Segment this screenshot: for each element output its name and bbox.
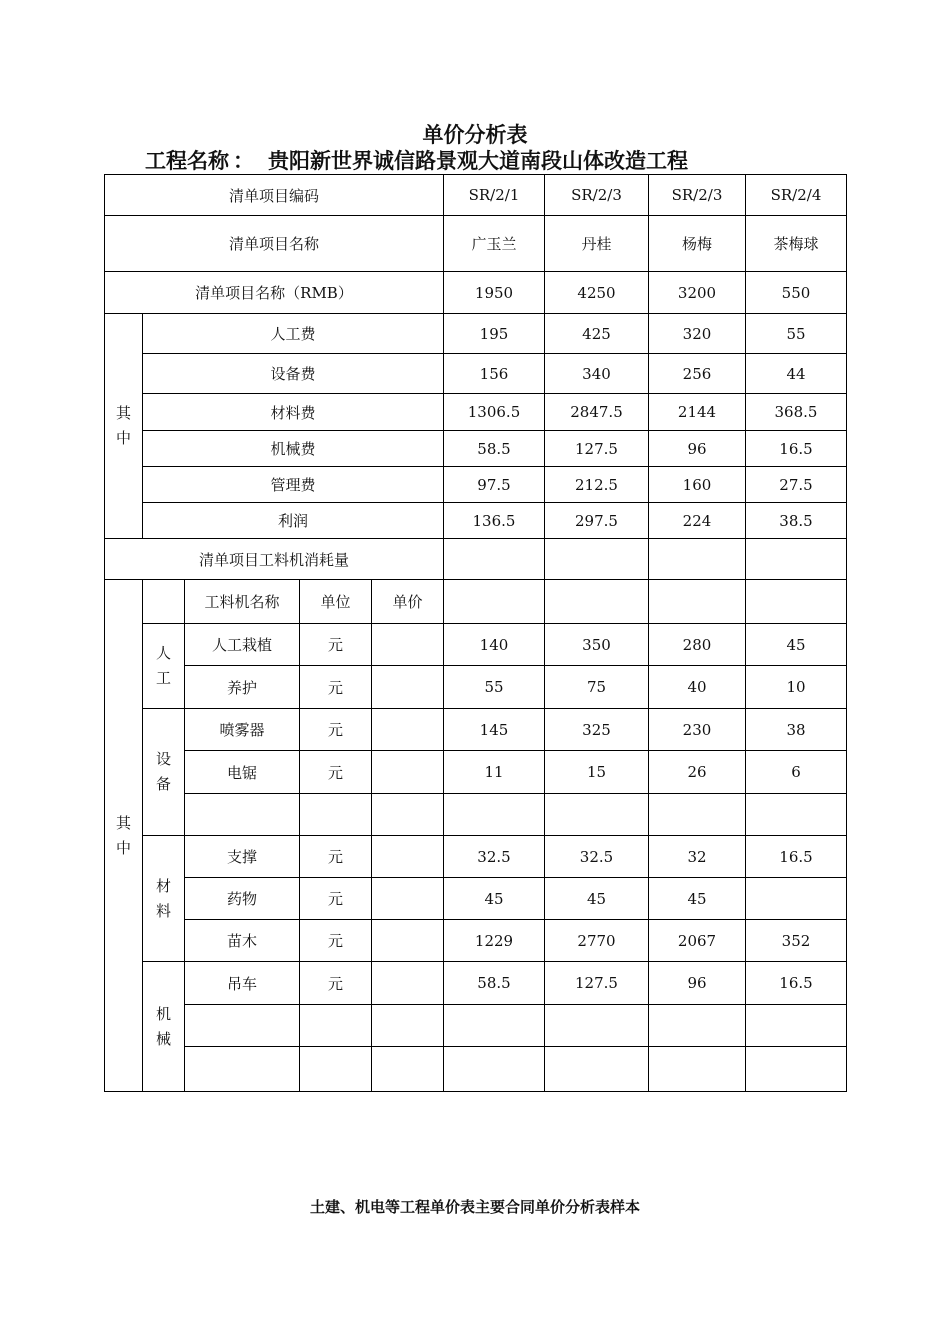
resource-value — [649, 1047, 746, 1092]
item-code: SR/2/3 — [545, 175, 649, 216]
resource-value — [746, 878, 847, 920]
item-name: 丹桂 — [545, 216, 649, 272]
cost-value: 96 — [649, 431, 746, 467]
resource-group-label — [143, 836, 185, 962]
item-code: SR/2/4 — [746, 175, 847, 216]
resource-unit: 元 — [300, 962, 372, 1005]
consumption-group-label-char: 其 — [115, 813, 131, 832]
cost-value: 97.5 — [444, 467, 545, 503]
resource-value — [545, 794, 649, 836]
cost-value: 212.5 — [545, 467, 649, 503]
cost-row — [105, 467, 847, 503]
resource-value: 55 — [444, 666, 545, 709]
item-price: 550 — [746, 272, 847, 314]
resource-unit — [300, 1047, 372, 1092]
resource-name — [185, 794, 300, 836]
project-label: 工程名称 — [145, 148, 229, 173]
cost-row — [105, 394, 847, 431]
cost-value: 256 — [649, 354, 746, 394]
cost-label: 材料费 — [143, 394, 444, 431]
item-code: SR/2/3 — [649, 175, 746, 216]
resource-value: 26 — [649, 751, 746, 794]
cost-row — [105, 431, 847, 467]
consumption-row — [105, 1047, 847, 1092]
resource-value: 32.5 — [545, 836, 649, 878]
item-name: 广玉兰 — [444, 216, 545, 272]
resource-value: 15 — [545, 751, 649, 794]
col-header-name: 工料机名称 — [185, 580, 300, 624]
cost-group-label — [105, 314, 143, 539]
cost-value: 127.5 — [545, 431, 649, 467]
resource-name: 人工栽植 — [185, 624, 300, 666]
consumption-group-label-char: 中 — [115, 838, 131, 857]
resource-value: 350 — [545, 624, 649, 666]
resource-value: 230 — [649, 709, 746, 751]
resource-name: 苗木 — [185, 920, 300, 962]
item-price: 1950 — [444, 272, 545, 314]
consumption-row — [105, 1005, 847, 1047]
cost-group-label-char: 其 — [115, 404, 131, 422]
resource-value — [746, 1005, 847, 1047]
resource-group-label-char: 材 — [155, 876, 171, 895]
resource-value: 45 — [444, 878, 545, 920]
consumption-header-row — [105, 580, 847, 624]
cost-value: 38.5 — [746, 503, 847, 539]
resource-group-label-char: 设 — [155, 750, 171, 768]
cost-value: 2847.5 — [545, 394, 649, 431]
resource-value: 16.5 — [746, 836, 847, 878]
cost-value: 156 — [444, 354, 545, 394]
cost-value: 368.5 — [746, 394, 847, 431]
resource-name: 吊车 — [185, 962, 300, 1005]
cost-value: 1306.5 — [444, 394, 545, 431]
consumption-label-row — [105, 539, 847, 580]
name-label: 清单项目名称 — [105, 216, 444, 272]
resource-price — [372, 920, 444, 962]
resource-value: 280 — [649, 624, 746, 666]
resource-value: 38 — [746, 709, 847, 751]
cost-value: 340 — [545, 354, 649, 394]
resource-name: 药物 — [185, 878, 300, 920]
resource-name — [185, 1005, 300, 1047]
resource-price — [372, 751, 444, 794]
resource-price — [372, 794, 444, 836]
resource-name: 电锯 — [185, 751, 300, 794]
resource-value: 32.5 — [444, 836, 545, 878]
resource-value: 352 — [746, 920, 847, 962]
resource-value: 140 — [444, 624, 545, 666]
resource-group-label-char: 工 — [155, 669, 171, 687]
cost-row — [105, 354, 847, 394]
cost-label: 人工费 — [143, 314, 444, 354]
resource-value: 325 — [545, 709, 649, 751]
resource-value — [444, 1005, 545, 1047]
consumption-row — [105, 962, 847, 1005]
cost-value: 297.5 — [545, 503, 649, 539]
resource-value — [649, 1005, 746, 1047]
item-code: SR/2/1 — [444, 175, 545, 216]
cost-label: 利润 — [143, 503, 444, 539]
consumption-row — [105, 794, 847, 836]
resource-value: 10 — [746, 666, 847, 709]
resource-price — [372, 1047, 444, 1092]
resource-value: 45 — [746, 624, 847, 666]
consumption-row — [105, 666, 847, 709]
cost-label: 机械费 — [143, 431, 444, 467]
item-price: 3200 — [649, 272, 746, 314]
resource-group-label-char: 械 — [155, 1029, 171, 1048]
resource-group-label — [143, 709, 185, 836]
col-header-price: 单价 — [372, 580, 444, 624]
consumption-row — [105, 624, 847, 666]
code-label: 清单项目编码 — [105, 175, 444, 216]
resource-value — [649, 794, 746, 836]
cost-value: 136.5 — [444, 503, 545, 539]
resource-value: 2067 — [649, 920, 746, 962]
header-row-price — [105, 272, 847, 314]
resource-value — [444, 1047, 545, 1092]
resource-price — [372, 878, 444, 920]
resource-unit: 元 — [300, 920, 372, 962]
cost-value: 44 — [746, 354, 847, 394]
document-title: 单价分析表 — [422, 122, 528, 147]
cost-value: 16.5 — [746, 431, 847, 467]
consumption-label: 清单项目工料机消耗量 — [105, 539, 444, 580]
consumption-row — [105, 836, 847, 878]
blank-cell — [444, 539, 545, 580]
cost-row — [105, 314, 847, 354]
blank-cell — [649, 580, 746, 624]
blank-cell — [649, 539, 746, 580]
project-line — [145, 148, 688, 174]
price-label: 清单项目名称（RMB） — [105, 272, 444, 314]
resource-name — [185, 1047, 300, 1092]
consumption-row — [105, 920, 847, 962]
resource-value: 75 — [545, 666, 649, 709]
resource-name: 支撑 — [185, 836, 300, 878]
item-name: 杨梅 — [649, 216, 746, 272]
resource-price — [372, 709, 444, 751]
resource-unit: 元 — [300, 666, 372, 709]
resource-price — [372, 624, 444, 666]
resource-value: 45 — [545, 878, 649, 920]
resource-value: 32 — [649, 836, 746, 878]
resource-value: 40 — [649, 666, 746, 709]
cost-value: 425 — [545, 314, 649, 354]
resource-value — [746, 1047, 847, 1092]
resource-unit: 元 — [300, 878, 372, 920]
resource-price — [372, 666, 444, 709]
cost-group-label-char: 中 — [115, 429, 131, 447]
resource-price — [372, 1005, 444, 1047]
project-colon: ： — [233, 148, 254, 173]
resource-value — [444, 794, 545, 836]
resource-unit: 元 — [300, 624, 372, 666]
resource-name: 养护 — [185, 666, 300, 709]
resource-price — [372, 962, 444, 1005]
resource-unit: 元 — [300, 709, 372, 751]
resource-group-label-char: 备 — [155, 775, 171, 793]
blank-cell — [746, 580, 847, 624]
resource-value: 127.5 — [545, 962, 649, 1005]
resource-value — [746, 794, 847, 836]
resource-unit: 元 — [300, 751, 372, 794]
header-row-code — [105, 175, 847, 216]
resource-value: 1229 — [444, 920, 545, 962]
resource-value — [545, 1005, 649, 1047]
cost-value: 160 — [649, 467, 746, 503]
cost-value: 2144 — [649, 394, 746, 431]
project-name: 贵阳新世界诚信路景观大道南段山体改造工程 — [268, 148, 688, 173]
resource-group-label — [143, 624, 185, 709]
cost-row — [105, 503, 847, 539]
resource-group-label-char: 人 — [155, 644, 171, 662]
cost-value: 195 — [444, 314, 545, 354]
resource-value: 11 — [444, 751, 545, 794]
cost-value: 58.5 — [444, 431, 545, 467]
footer-note: 土建、机电等工程单价表主要合同单价分析表样本 — [309, 1198, 640, 1216]
cost-label: 设备费 — [143, 354, 444, 394]
resource-value: 58.5 — [444, 962, 545, 1005]
header-row-name — [105, 216, 847, 272]
resource-group-label-char: 料 — [155, 901, 171, 920]
cost-value: 224 — [649, 503, 746, 539]
cost-value: 320 — [649, 314, 746, 354]
resource-group-label-char: 机 — [155, 1004, 171, 1023]
resource-value: 45 — [649, 878, 746, 920]
resource-value: 96 — [649, 962, 746, 1005]
resource-value: 2770 — [545, 920, 649, 962]
consumption-row — [105, 751, 847, 794]
blank-cell — [545, 580, 649, 624]
cost-value: 55 — [746, 314, 847, 354]
resource-unit: 元 — [300, 836, 372, 878]
resource-value — [545, 1047, 649, 1092]
blank-cell — [746, 539, 847, 580]
unit-price-table — [104, 174, 847, 1092]
blank-cell — [143, 580, 185, 624]
item-price: 4250 — [545, 272, 649, 314]
resource-value: 16.5 — [746, 962, 847, 1005]
resource-unit — [300, 1005, 372, 1047]
blank-cell — [444, 580, 545, 624]
consumption-group-label — [105, 580, 143, 1092]
resource-name: 喷雾器 — [185, 709, 300, 751]
resource-unit — [300, 794, 372, 836]
resource-group-label — [143, 962, 185, 1092]
consumption-row — [105, 878, 847, 920]
cost-label: 管理费 — [143, 467, 444, 503]
col-header-unit: 单位 — [300, 580, 372, 624]
resource-value: 145 — [444, 709, 545, 751]
blank-cell — [545, 539, 649, 580]
cost-value: 27.5 — [746, 467, 847, 503]
resource-value: 6 — [746, 751, 847, 794]
item-name: 茶梅球 — [746, 216, 847, 272]
consumption-row — [105, 709, 847, 751]
resource-price — [372, 836, 444, 878]
